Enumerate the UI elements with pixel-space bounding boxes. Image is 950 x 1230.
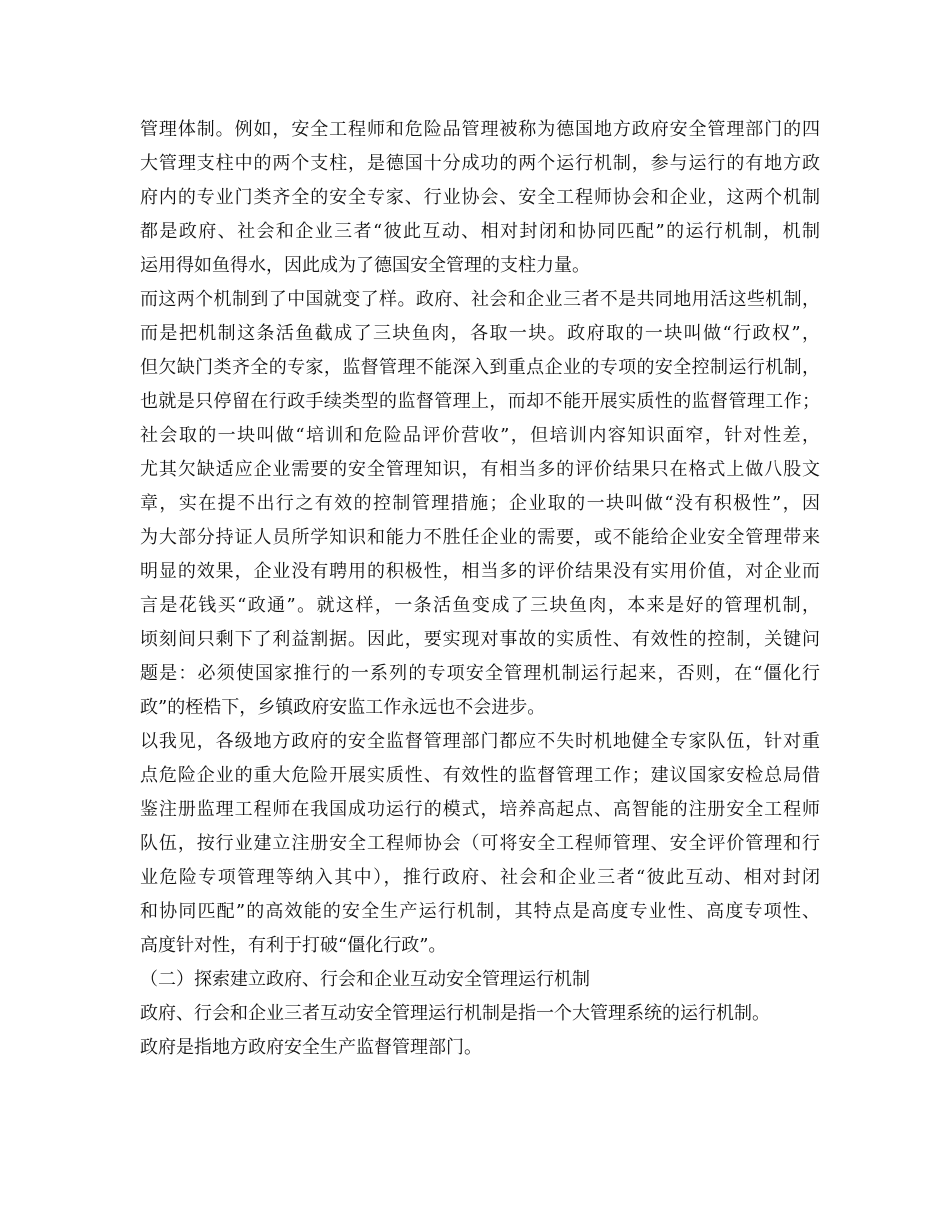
text-line: 章，实在提不出行之有效的控制管理措施；企业取的一块叫做“没有积极性”，因 [140, 493, 820, 514]
text-line: 业危险专项管理等纳入其中），推行政府、社会和企业三者“彼此互动、相对封闭 [140, 867, 820, 888]
text-line: 而这两个机制到了中国就变了样。政府、社会和企业三者不是共同地用活这些机制， [140, 289, 820, 310]
text-line: 但欠缺门类齐全的专家，监督管理不能深入到重点企业的专项的安全控制运行机制， [140, 357, 820, 378]
text-line: 队伍，按行业建立注册安全工程师协会（可将安全工程师管理、安全评价管理和行 [140, 833, 820, 854]
text-line: 鉴注册监理工程师在我国成功运行的模式，培养高起点、高智能的注册安全工程师 [140, 799, 820, 820]
text-line: 题是：必须使国家推行的一系列的专项安全管理机制运行起来，否则，在“僵化行 [140, 663, 820, 684]
text-line: 管理体制。例如，安全工程师和危险品管理被称为德国地方政府安全管理部门的四 [140, 119, 820, 140]
text-line: 点危险企业的重大危险开展实质性、有效性的监督管理工作；建议国家安检总局借 [140, 765, 820, 786]
text-line: 都是政府、社会和企业三者“彼此互动、相对封闭和协同匹配”的运行机制，机制 [140, 221, 820, 242]
text-line: 以我见，各级地方政府的安全监督管理部门都应不失时机地健全专家队伍，针对重 [140, 731, 820, 752]
section-heading: （二）探索建立政府、行会和企业互动安全管理运行机制 [140, 969, 590, 990]
text-line: 大管理支柱中的两个支柱，是德国十分成功的两个运行机制，参与运行的有地方政 [140, 153, 820, 174]
text-line: 而是把机制这条活鱼截成了三块鱼肉，各取一块。政府取的一块叫做“行政权”， [140, 323, 820, 344]
text-line: 府内的专业门类齐全的安全专家、行业协会、安全工程师协会和企业，这两个机制 [140, 187, 820, 208]
text-line: 政府、行会和企业三者互动安全管理运行机制是指一个大管理系统的运行机制。 [140, 1003, 770, 1024]
text-line: 政府是指地方政府安全生产监督管理部门。 [140, 1037, 482, 1058]
text-line: 言是花钱买“政通”。就这样，一条活鱼变成了三块鱼肉，本来是好的管理机制， [140, 595, 820, 616]
text-line: 和协同匹配”的高效能的安全生产运行机制，其特点是高度专业性、高度专项性、 [140, 901, 820, 922]
text-line: 运用得如鱼得水，因此成为了德国安全管理的支柱力量。 [140, 255, 590, 276]
text-line: 顷刻间只剩下了利益割据。因此，要实现对事故的实质性、有效性的控制，关键问 [140, 629, 820, 650]
text-line: 明显的效果，企业没有聘用的积极性，相当多的评价结果没有实用价值，对企业而 [140, 561, 820, 582]
text-line: 也就是只停留在行政手续类型的监督管理上，而却不能开展实质性的监督管理工作； [140, 391, 820, 412]
text-line: 为大部分持证人员所学知识和能力不胜任企业的需要，或不能给企业安全管理带来 [140, 527, 820, 548]
text-line: 高度针对性，有利于打破“僵化行政”。 [140, 935, 447, 956]
text-line: 尤其欠缺适应企业需要的安全管理知识，有相当多的评价结果只在格式上做八股文 [140, 459, 820, 480]
document-body [140, 113, 820, 1065]
text-line: 社会取的一块叫做“培训和危险品评价营收”，但培训内容知识面窄，针对性差， [140, 425, 820, 446]
text-line: 政”的桎梏下，乡镇政府安监工作永远也不会进步。 [140, 697, 546, 718]
